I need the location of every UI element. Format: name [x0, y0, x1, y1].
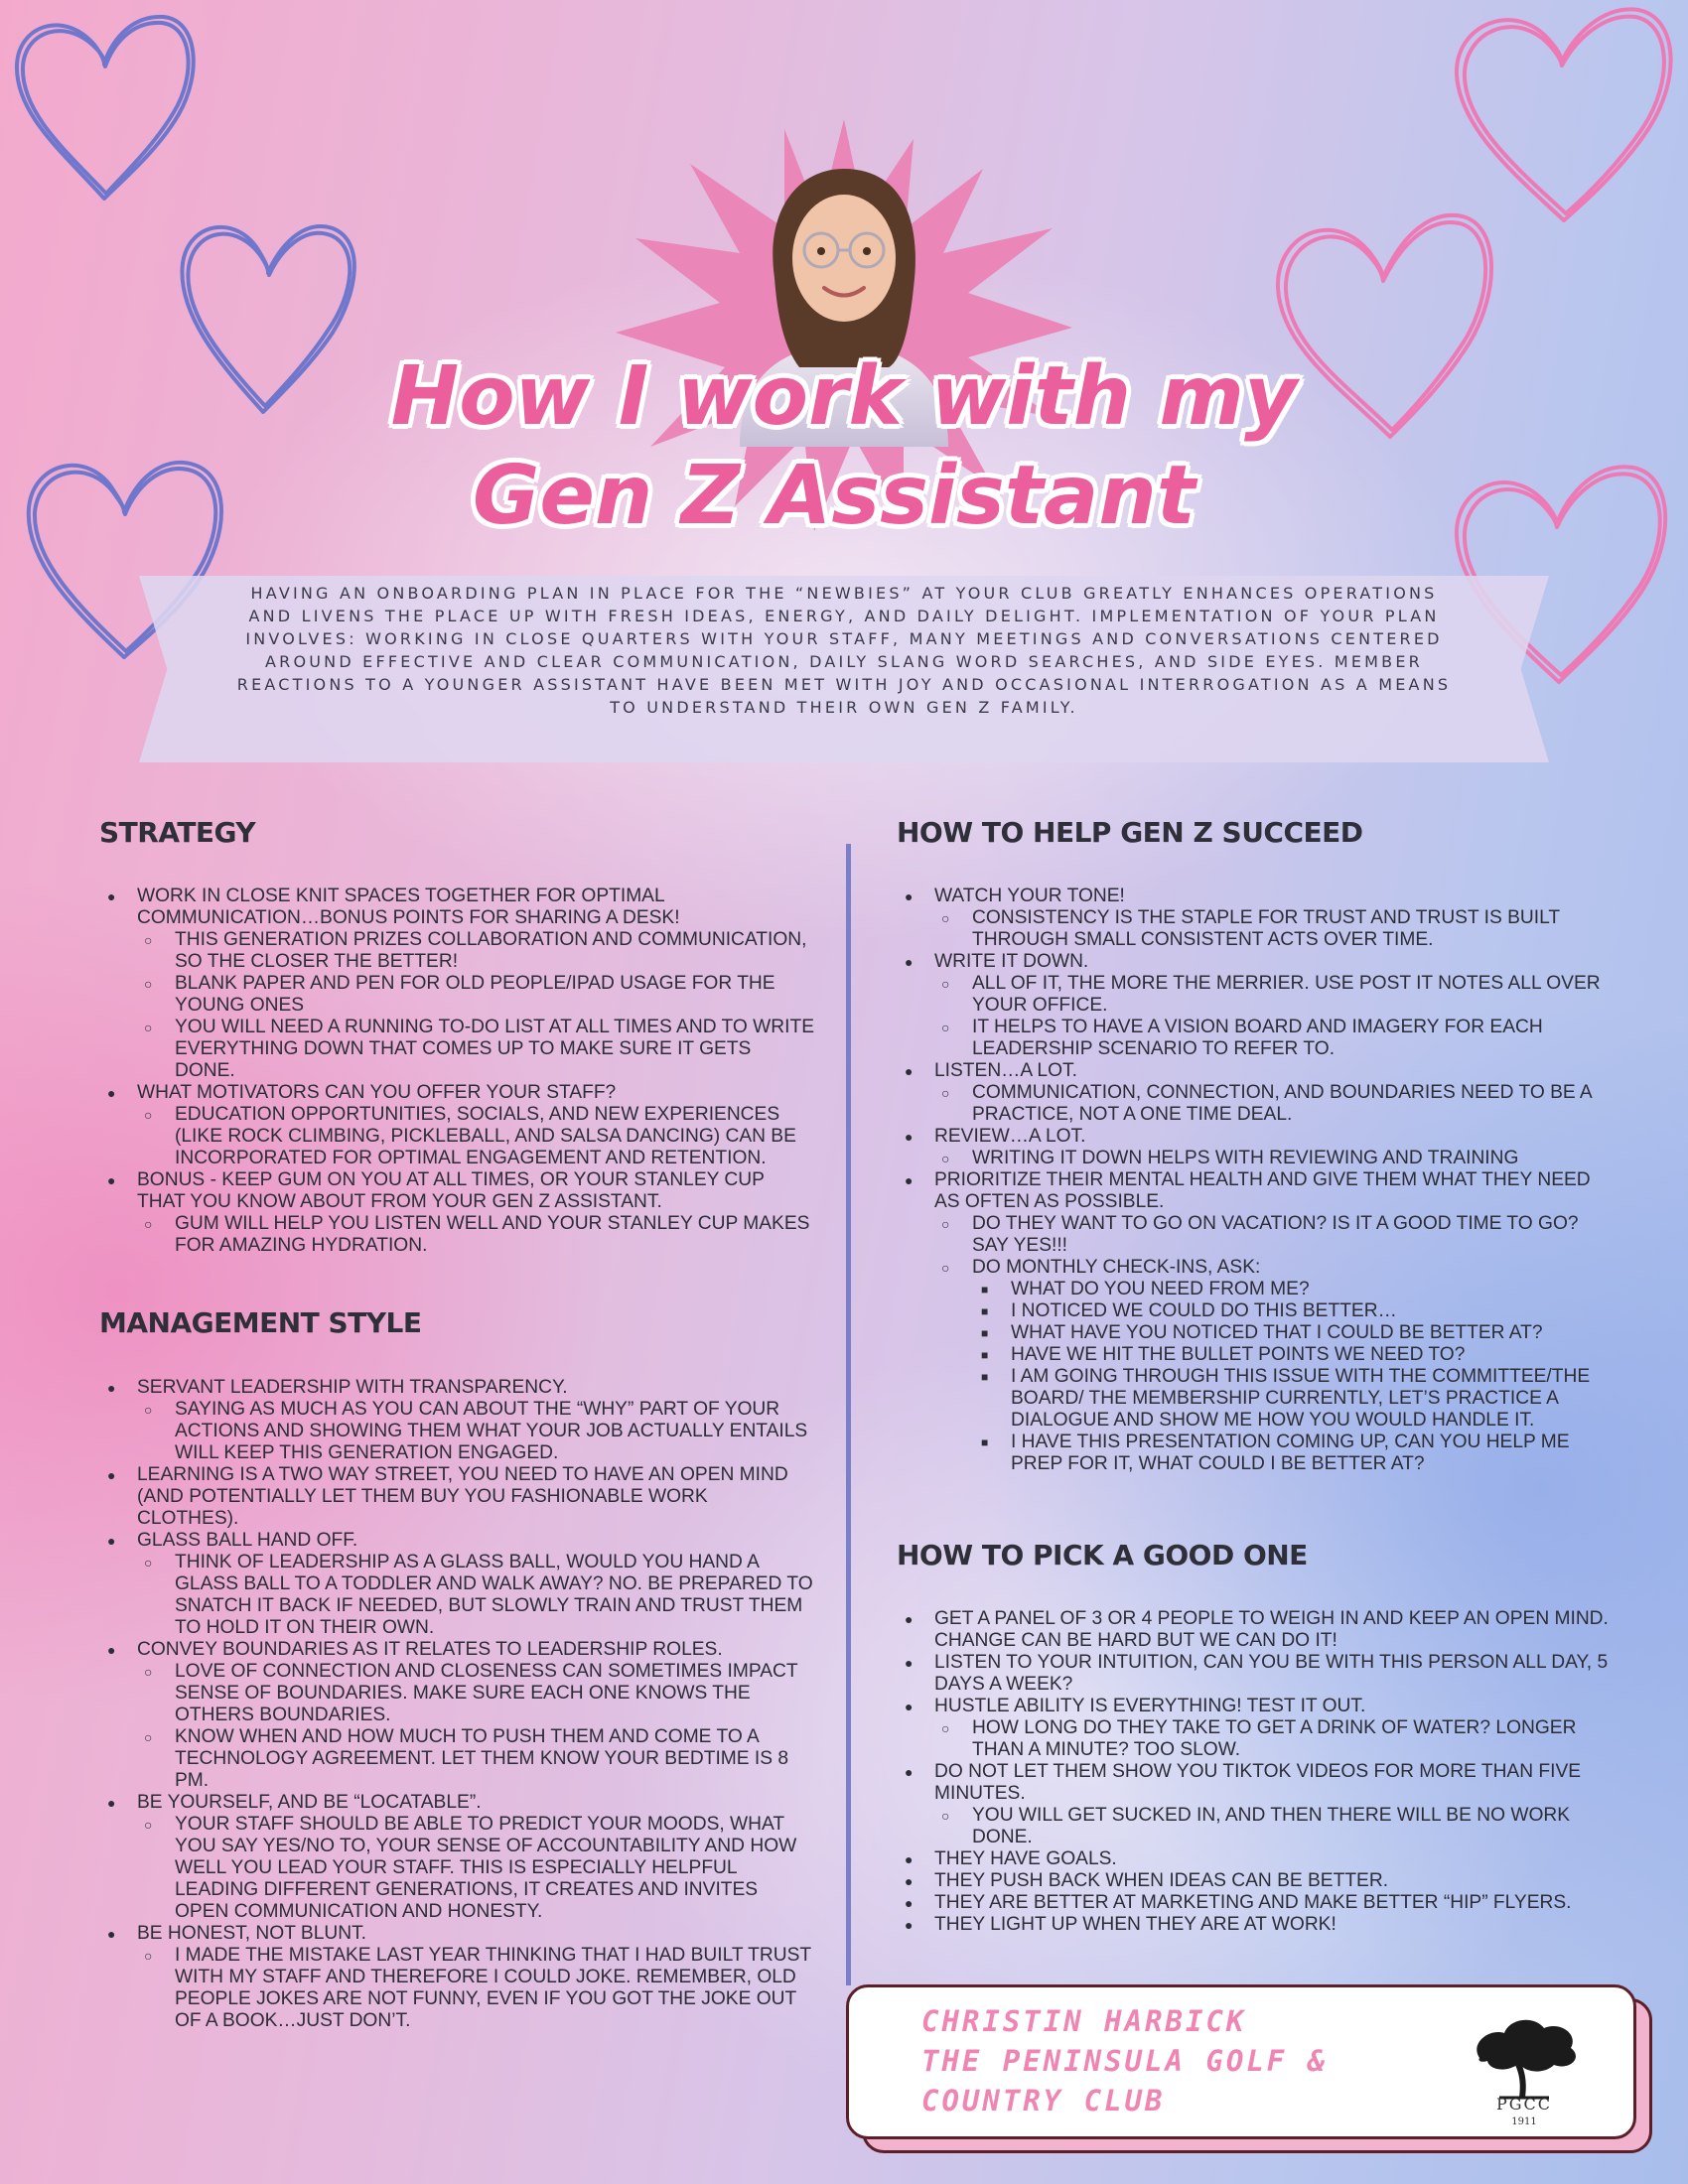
section-title-pick-good-one: HOW TO PICK A GOOD ONE: [897, 1539, 1308, 1571]
list-subitem: ○ THIS GENERATION PRIZES COLLABORATION AND COMMUNICATION, SO THE CLOSER THE BETTER!: [99, 929, 814, 973]
list-subitem: ○ YOU WILL GET SUCKED IN, AND THEN THERE WILL BE NO WORK DONE.: [897, 1805, 1612, 1848]
list-subsubitem: ■ I HAVE THIS PRESENTATION COMING UP, CAN YOU HELP ME PREP FOR IT, WHAT COULD I BE BETTER AT?: [897, 1432, 1612, 1475]
list-item: ● DO NOT LET THEM SHOW YOU TIKTOK VIDEOS FOR MORE THAN FIVE MINUTES.: [897, 1761, 1612, 1805]
author-name-block: [921, 2001, 1328, 2120]
list-subitem: ○ EDUCATION OPPORTUNITIES, SOCIALS, AND NEW EXPERIENCES (LIKE ROCK CLIMBING, PICKLEBALL, AND SALSA DANCING) CAN BE INCORPORATED FOR OPTIMAL ENGAGEMENT AND RETENTION.: [99, 1104, 814, 1169]
author-name: CHRISTIN HARBICK: [921, 2004, 1247, 2038]
list-item: ● LISTEN…A LOT.: [897, 1060, 1612, 1082]
section-title-strategy: STRATEGY: [99, 816, 256, 849]
column-divider: [846, 844, 851, 1985]
list-item: ● THEY LIGHT UP WHEN THEY ARE AT WORK!: [897, 1914, 1612, 1936]
list-item: ● CONVEY BOUNDARIES AS IT RELATES TO LEADERSHIP ROLES.: [99, 1639, 814, 1661]
section-title-help-gen-z: HOW TO HELP GEN Z SUCCEED: [897, 816, 1363, 849]
list-item: ● HUSTLE ABILITY IS EVERYTHING! TEST IT OUT.: [897, 1696, 1612, 1717]
title-line-2: Gen Z Assistant: [473, 449, 1196, 543]
list-subitem: ○ GUM WILL HELP YOU LISTEN WELL AND YOUR STANLEY CUP MAKES FOR AMAZING HYDRATION.: [99, 1213, 814, 1257]
heart-icon-top-right: [1445, 0, 1683, 228]
list-item: ● THEY ARE BETTER AT MARKETING AND MAKE BETTER “HIP” FLYERS.: [897, 1892, 1612, 1914]
club-name-line-1: THE PENINSULA GOLF &: [921, 2044, 1329, 2078]
title-line-1: How I work with my: [390, 349, 1298, 444]
strategy-list: [99, 886, 814, 1257]
intro-text: HAVING AN ONBOARDING PLAN IN PLACE FOR THE “NEWBIES” AT YOUR CLUB GREATLY ENHANCES OPERATIONS AND LIVENS THE PLACE UP WITH FRESH IDEAS, ENERGY, AND DAILY DELIGHT. IMPLEMENTATION OF YOUR PLAN INVOLVES: WORKING IN CLOSE QUARTERS WITH YOUR STAFF, MANY MEETINGS AND CONVERSATIONS CENTERED AROUND EFFECTIVE AND CLEAR COMMUNICATION, DAILY SLANG WORD SEARCHES, AND SIDE EYES. MEMBER REACTIONS TO A YOUNGER ASSISTANT HAVE BEEN MET WITH JOY AND OCCASIONAL INTERROGATION AS A MEANS TO UNDERSTAND THEIR OWN GEN Z FAMILY.: [236, 584, 1452, 717]
list-subitem: ○ YOU WILL NEED A RUNNING TO-DO LIST AT ALL TIMES AND TO WRITE EVERYTHING DOWN THAT COMES UP TO MAKE SURE IT GETS DONE.: [99, 1017, 814, 1082]
list-item: ● WATCH YOUR TONE!: [897, 886, 1612, 907]
list-subitem: ○ HOW LONG DO THEY TAKE TO GET A DRINK OF WATER? LONGER THAN A MINUTE? TOO SLOW.: [897, 1717, 1612, 1761]
list-item: ● GET A PANEL OF 3 OR 4 PEOPLE TO WEIGH IN AND KEEP AN OPEN MIND. CHANGE CAN BE HARD BUT WE CAN DO IT!: [897, 1608, 1612, 1652]
list-subsubitem: ■ WHAT DO YOU NEED FROM ME?: [897, 1279, 1612, 1300]
list-subitem: ○ SAYING AS MUCH AS YOU CAN ABOUT THE “WHY” PART OF YOUR ACTIONS AND SHOWING THEM WHAT YOUR JOB ACTUALLY ENTAILS WILL KEEP THIS GENERATION ENGAGED.: [99, 1399, 814, 1464]
list-subitem: ○ LOVE OF CONNECTION AND CLOSENESS CAN SOMETIMES IMPACT SENSE OF BOUNDARIES. MAKE SURE EACH ONE KNOWS THE OTHERS BOUNDARIES.: [99, 1661, 814, 1726]
list-subitem: ○ ALL OF IT, THE MORE THE MERRIER. USE POST IT NOTES ALL OVER YOUR OFFICE.: [897, 973, 1612, 1017]
list-subsubitem: ■ I NOTICED WE COULD DO THIS BETTER…: [897, 1300, 1612, 1322]
list-subitem: ○ THINK OF LEADERSHIP AS A GLASS BALL, WOULD YOU HAND A GLASS BALL TO A TODDLER AND WALK AWAY? NO. BE PREPARED TO SNATCH IT BACK IF NEEDED, BUT SLOWLY TRAIN AND TRUST THEM TO HOLD IT ON THEIR OWN.: [99, 1552, 814, 1639]
list-item: ● PRIORITIZE THEIR MENTAL HEALTH AND GIVE THEM WHAT THEY NEED AS OFTEN AS POSSIBLE.: [897, 1169, 1612, 1213]
list-item: ● LEARNING IS A TWO WAY STREET, YOU NEED TO HAVE AN OPEN MIND (AND POTENTIALLY LET THEM BUY YOU FASHIONABLE WORK CLOTHES).: [99, 1464, 814, 1530]
list-subitem: ○ IT HELPS TO HAVE A VISION BOARD AND IMAGERY FOR EACH LEADERSHIP SCENARIO TO REFER TO.: [897, 1017, 1612, 1060]
list-item: ● BONUS - KEEP GUM ON YOU AT ALL TIMES, OR YOUR STANLEY CUP THAT YOU KNOW ABOUT FROM YOUR GEN Z ASSISTANT.: [99, 1169, 814, 1213]
list-subitem: ○ YOUR STAFF SHOULD BE ABLE TO PREDICT YOUR MOODS, WHAT YOU SAY YES/NO TO, YOUR SENSE OF ACCOUNTABILITY AND HOW WELL YOU LEAD YOUR STAFF. THIS IS ESPECIALLY HELPFUL LEADING DIFFERENT GENERATIONS, IT CREATES AND INVITES OPEN COMMUNICATION AND HONESTY.: [99, 1814, 814, 1923]
list-item: ● WHAT MOTIVATORS CAN YOU OFFER YOUR STAFF?: [99, 1082, 814, 1104]
list-item: ● BE HONEST, NOT BLUNT.: [99, 1923, 814, 1945]
list-subsubitem: ■ WHAT HAVE YOU NOTICED THAT I COULD BE BETTER AT?: [897, 1322, 1612, 1344]
list-item: ● BE YOURSELF, AND BE “LOCATABLE”.: [99, 1792, 814, 1814]
pick-list: [897, 1608, 1612, 1936]
list-subsubitem: ■ HAVE WE HIT THE BULLET POINTS WE NEED TO?: [897, 1344, 1612, 1366]
section-title-management-style: MANAGEMENT STYLE: [99, 1306, 422, 1339]
club-logo-year: 1911: [1511, 2116, 1537, 2127]
list-item: ● WRITE IT DOWN.: [897, 951, 1612, 973]
list-subsubitem: ■ I AM GOING THROUGH THIS ISSUE WITH THE COMMITTEE/THE BOARD/ THE MEMBERSHIP CURRENTLY, LET’S PRACTICE A DIALOGUE AND SHOW ME HOW YOU WOULD HANDLE IT.: [897, 1366, 1612, 1432]
page-title: [248, 347, 1440, 546]
help-list: [897, 886, 1612, 1475]
list-subitem: ○ WRITING IT DOWN HELPS WITH REVIEWING AND TRAINING: [897, 1148, 1612, 1169]
list-subitem: ○ DO THEY WANT TO GO ON VACATION? IS IT A GOOD TIME TO GO? SAY YES!!!: [897, 1213, 1612, 1257]
list-item: ● REVIEW…A LOT.: [897, 1126, 1612, 1148]
list-item: ● SERVANT LEADERSHIP WITH TRANSPARENCY.: [99, 1377, 814, 1399]
list-item: ● LISTEN TO YOUR INTUITION, CAN YOU BE WITH THIS PERSON ALL DAY, 5 DAYS A WEEK?: [897, 1652, 1612, 1696]
management-list: [99, 1377, 814, 2032]
list-subitem: ○ DO MONTHLY CHECK-INS, ASK:: [897, 1257, 1612, 1279]
list-subitem: ○ CONSISTENCY IS THE STAPLE FOR TRUST AND TRUST IS BUILT THROUGH SMALL CONSISTENT ACTS OVER TIME.: [897, 907, 1612, 951]
list-item: ● GLASS BALL HAND OFF.: [99, 1530, 814, 1552]
list-item: ● WORK IN CLOSE KNIT SPACES TOGETHER FOR OPTIMAL COMMUNICATION…BONUS POINTS FOR SHARING A DESK!: [99, 886, 814, 929]
list-item: ● THEY PUSH BACK WHEN IDEAS CAN BE BETTER.: [897, 1870, 1612, 1892]
heart-icon-top-left: [5, 5, 204, 213]
list-subitem: ○ COMMUNICATION, CONNECTION, AND BOUNDARIES NEED TO BE A PRACTICE, NOT A ONE TIME DEAL.: [897, 1082, 1612, 1126]
list-subitem: ○ I MADE THE MISTAKE LAST YEAR THINKING THAT I HAD BUILT TRUST WITH MY STAFF AND THEREFORE I COULD JOKE. REMEMBER, OLD PEOPLE JOKES ARE NOT FUNNY, EVEN IF YOU GOT THE JOKE OUT OF A BOOK…JUST DON’T.: [99, 1945, 814, 2032]
list-item: ● THEY HAVE GOALS.: [897, 1848, 1612, 1870]
list-subitem: ○ BLANK PAPER AND PEN FOR OLD PEOPLE/IPAD USAGE FOR THE YOUNG ONES: [99, 973, 814, 1017]
club-name-line-2: COUNTRY CLUB: [921, 2084, 1166, 2117]
club-logo-text: PGCC: [1495, 2095, 1553, 2114]
list-subitem: ○ KNOW WHEN AND HOW MUCH TO PUSH THEM AND COME TO A TECHNOLOGY AGREEMENT. LET THEM KNOW YOUR BEDTIME IS 8 PM.: [99, 1726, 814, 1792]
